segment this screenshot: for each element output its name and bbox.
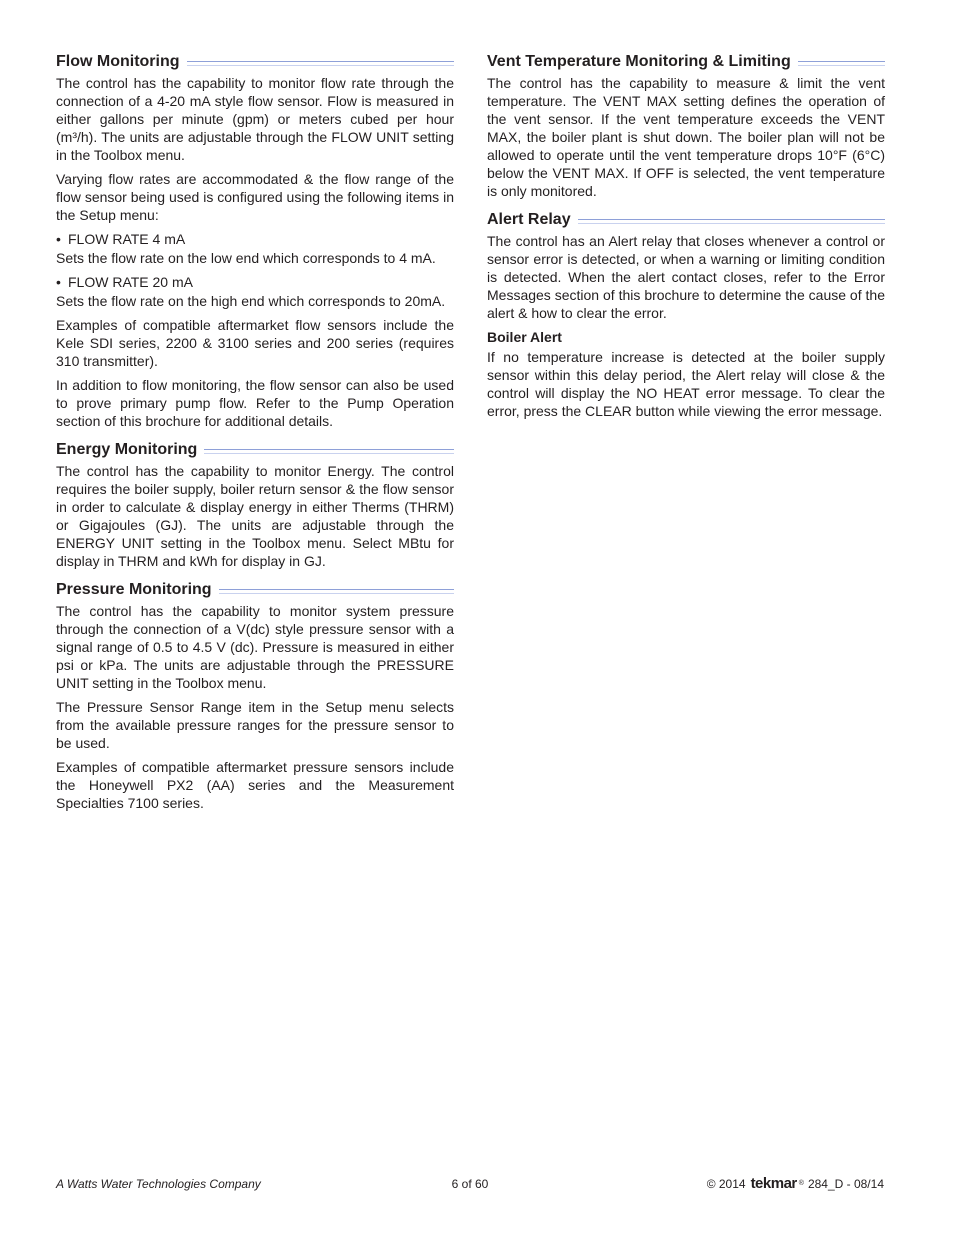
bullet-item bbox=[56, 230, 454, 248]
section-title: Alert Relay bbox=[487, 211, 571, 228]
boiler-alert-subheading: Boiler Alert bbox=[487, 329, 562, 345]
flow-monitoring-heading bbox=[56, 52, 454, 72]
paragraph: The control has the capability to measure & limit the vent temperature. The VENT MAX setting defines the operation of the vent sensor. If the vent temperature exceeds the VENT MAX, the boiler plant is shut down. The boiler plan will not be allowed to operate until the vent temperature drops 10°F (6°C) below the VENT MAX. If OFF is selected, the vent temperature is only monitored. bbox=[487, 75, 885, 199]
bullet-dot: • bbox=[56, 231, 61, 247]
footer-page-number: 6 of 60 bbox=[451, 1177, 489, 1191]
heading-rule bbox=[578, 219, 885, 224]
paragraph: The Pressure Sensor Range item in the Setup menu selects from the available pressure ranges for the pressure sensor to be used. bbox=[56, 699, 454, 751]
heading-rule bbox=[187, 61, 454, 66]
bullet-label: FLOW RATE 4 mA bbox=[68, 231, 186, 247]
paragraph: In addition to flow monitoring, the flow sensor can also be used to prove primary pump flow. Refer to the Pump Operation section of this brochure for additional details. bbox=[56, 377, 454, 429]
section-title: Energy Monitoring bbox=[56, 441, 198, 458]
footer-company: A Watts Water Technologies Company bbox=[56, 1177, 261, 1191]
left-column bbox=[56, 52, 454, 818]
bullet-dot: • bbox=[56, 274, 61, 290]
pressure-monitoring-heading bbox=[56, 580, 454, 600]
paragraph: The control has an Alert relay that closes whenever a control or sensor error is detected, or when a warning or limiting condition is detected. When the alert contact closes, refer to the Error Messages section of this brochure to determine the cause of the alert & how to clear the error. bbox=[487, 233, 885, 321]
footer-doc-number: 284_D - 08/14 bbox=[807, 1177, 884, 1191]
paragraph: Sets the flow rate on the high end which corresponds to 20mA. bbox=[56, 293, 446, 309]
bullet-item bbox=[56, 273, 454, 291]
paragraph: Examples of compatible aftermarket flow sensors include the Kele SDI series, 2200 & 3100 series and 200 series (requires 310 transmitter). bbox=[56, 317, 454, 369]
right-column bbox=[487, 52, 885, 426]
paragraph: Examples of compatible aftermarket pressure sensors include the Honeywell PX2 (AA) series and the Measurement Specialties 7100 series. bbox=[56, 759, 454, 811]
footer-doc-info bbox=[707, 1176, 884, 1192]
paragraph: The control has the capability to monitor flow rate through the connection of a 4-20 mA style flow sensor. Flow is measured in either gallons per minute (gpm) or meters cubed per hour (m³/h). The units are adjustable through the FLOW UNIT setting in the Toolbox menu. bbox=[56, 75, 454, 163]
registered-mark: ® bbox=[798, 1180, 804, 1187]
section-title: Vent Temperature Monitoring & Limiting bbox=[487, 53, 791, 70]
heading-rule bbox=[204, 449, 454, 454]
paragraph: Varying flow rates are accommodated & the flow range of the flow sensor being used is configured using the following items in the Setup menu: bbox=[56, 171, 454, 223]
heading-rule bbox=[798, 61, 885, 66]
section-title: Pressure Monitoring bbox=[56, 581, 212, 598]
footer-copyright: © 2014 bbox=[706, 1177, 746, 1191]
bullet-label: FLOW RATE 20 mA bbox=[68, 274, 193, 290]
section-title: Flow Monitoring bbox=[56, 53, 180, 70]
energy-monitoring-heading bbox=[56, 440, 454, 460]
paragraph: Sets the flow rate on the low end which corresponds to 4 mA. bbox=[56, 250, 436, 266]
vent-temperature-heading bbox=[487, 52, 885, 72]
paragraph: The control has the capability to monitor system pressure through the connection of a V(dc) style pressure sensor with a signal range of 0.5 to 4.5 V (dc). Pressure is measured in either psi or kPa. The units are adjustable through the PRESSURE UNIT setting in the Toolbox menu. bbox=[56, 603, 454, 691]
paragraph: The control has the capability to monitor Energy. The control requires the boiler supply, boiler return sensor & the flow sensor in order to calculate & display energy in either Therms (THRM) or Gigajoules (GJ). The units are adjustable through the ENERGY UNIT setting in the Toolbox menu. Select MBtu for display in THRM and kWh for display in GJ. bbox=[56, 463, 454, 569]
paragraph: If no temperature increase is detected at the boiler supply sensor within this delay period, the Alert relay will close & the control will display the NO HEAT error message. To clear the error, press the CLEAR button while viewing the error message. bbox=[487, 349, 885, 419]
tekmar-logo: tekmar bbox=[750, 1175, 797, 1192]
alert-relay-heading bbox=[487, 210, 885, 230]
heading-rule bbox=[219, 589, 454, 594]
